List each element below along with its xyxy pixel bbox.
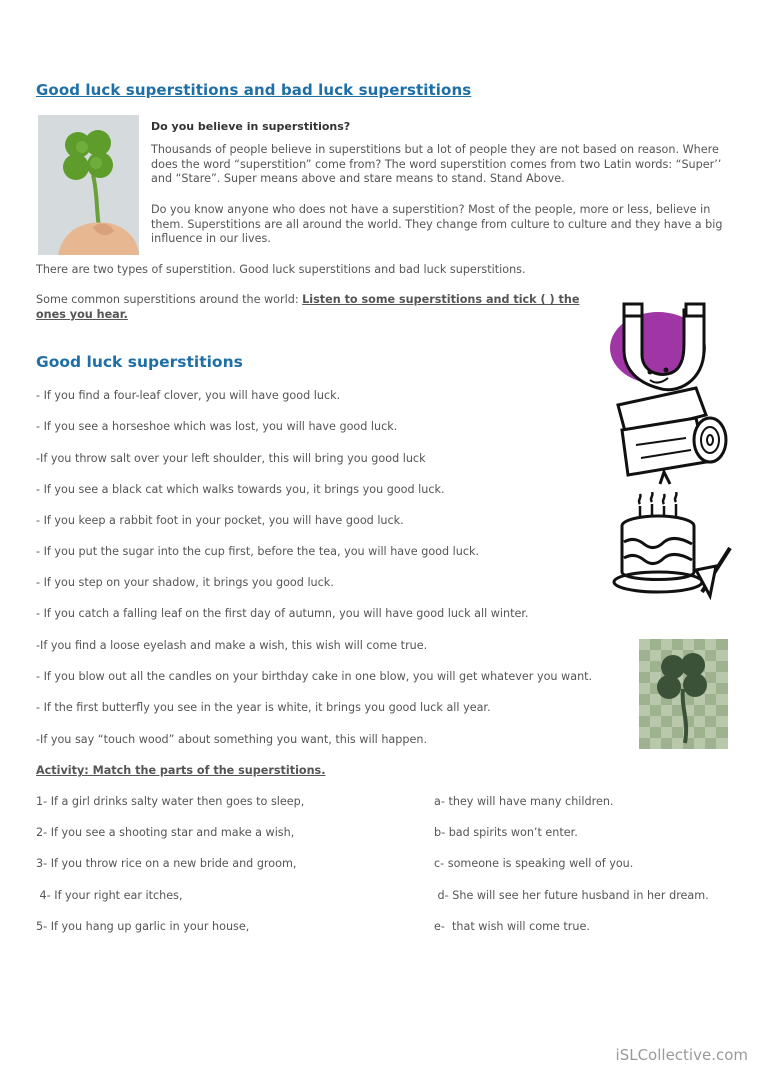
listening-task: Listen to some superstitions and tick ( ) the ones you hear. [36, 293, 580, 321]
match-left-3: 3- If you throw rice on a new bride and groom, [36, 857, 297, 870]
match-left-1: 1- If a girl drinks salty water then goes to sleep, [36, 795, 305, 808]
list-item: - If you catch a falling leaf on the first day of autumn, you will have good luck all winter. [36, 607, 529, 620]
paragraph-4-lead: Some common superstitions around the world: [36, 293, 303, 306]
magnet-log-clipart [606, 300, 731, 490]
match-right-d: d- She will see her future husband in her dream. [434, 889, 709, 902]
birthday-cake-clipart [610, 492, 735, 602]
intro-paragraph-3: There are two types of superstition. Good luck superstitions and bad luck superstitions. [36, 263, 526, 276]
list-item: - If you blow out all the candles on your birthday cake in one blow, you will get whatever you want. [36, 670, 593, 683]
list-item: -If you say “touch wood” about something you want, this will happen. [36, 733, 428, 746]
match-left-2: 2- If you see a shooting star and make a wish, [36, 826, 295, 839]
match-right-c: c- someone is speaking well of you. [434, 857, 634, 870]
list-item: - If the first butterfly you see in the year is white, it brings you good luck all year. [36, 701, 491, 714]
intro-question: Do you believe in superstitions? [151, 120, 351, 133]
match-right-e: e- that wish will come true. [434, 920, 590, 933]
intro-paragraph-4 [36, 293, 596, 322]
good-luck-heading: Good luck superstitions [36, 353, 243, 371]
activity-title: Activity: Match the parts of the superstitions. [36, 764, 326, 777]
clover-photo [38, 115, 139, 255]
intro-paragraph-1: Thousands of people believe in superstitions but a lot of people they are not based on reason. Where does the word “superstition” come from? The word superstition comes from two Latin words: “Super’’ and “Stare”. Super means above and stare means to stand. Stand Above. [151, 143, 722, 186]
list-item: - If you step on your shadow, it brings you good luck. [36, 576, 334, 589]
list-item: - If you find a four-leaf clover, you will have good luck. [36, 389, 341, 402]
page-title: Good luck superstitions and bad luck superstitions [36, 81, 472, 99]
list-item: - If you see a horseshoe which was lost, you will have good luck. [36, 420, 398, 433]
list-item: - If you put the sugar into the cup first, before the tea, you will have good luck. [36, 545, 480, 558]
clover-tile-image [639, 639, 728, 749]
site-watermark: iSLCollective.com [615, 1046, 748, 1064]
list-item: - If you keep a rabbit foot in your pocket, you will have good luck. [36, 514, 404, 527]
list-item: - If you see a black cat which walks towards you, it brings you good luck. [36, 483, 445, 496]
match-right-a: a- they will have many children. [434, 795, 614, 808]
match-left-4: 4- If your right ear itches, [36, 889, 183, 902]
match-right-b: b- bad spirits won’t enter. [434, 826, 578, 839]
list-item: -If you throw salt over your left shoulder, this will bring you good luck [36, 452, 426, 465]
intro-paragraph-2: Do you know anyone who does not have a superstition? Most of the people, more or less, believe in them. Superstitions are all around the world. They change from culture to culture and they have a big influence in our lives. [151, 203, 723, 246]
match-left-5: 5- If you hang up garlic in your house, [36, 920, 250, 933]
list-item: -If you find a loose eyelash and make a wish, this wish will come true. [36, 639, 428, 652]
